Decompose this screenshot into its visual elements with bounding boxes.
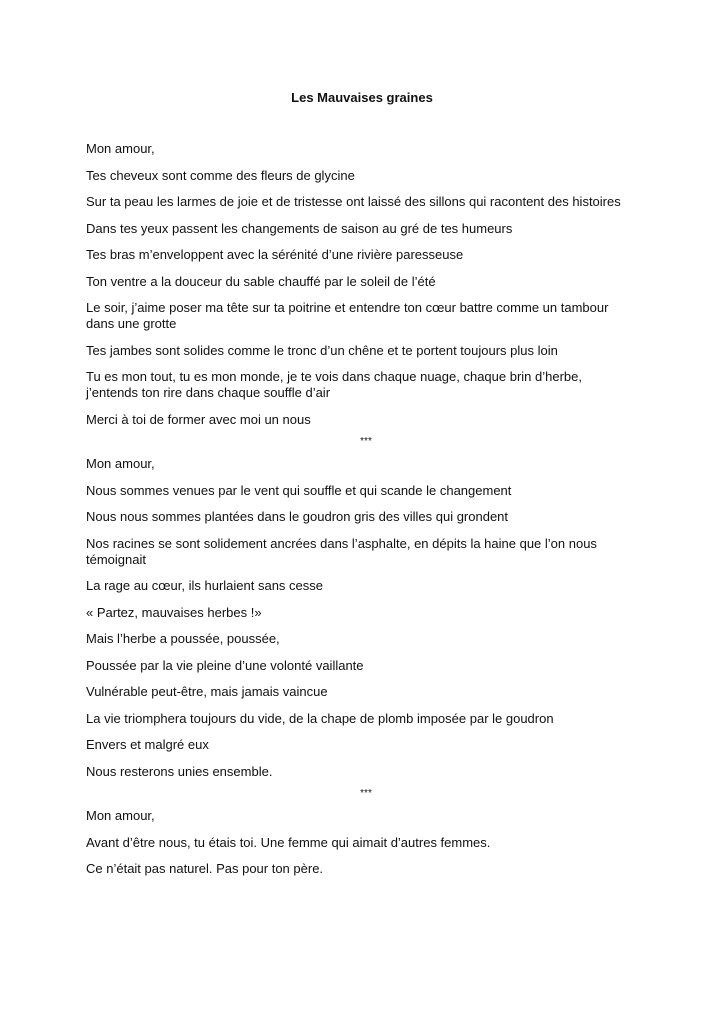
poem-line: Nous sommes venues par le vent qui souffle et qui scande le changement [86, 482, 512, 498]
poem-line: Vulnérable peut-être, mais jamais vaincue [86, 684, 328, 699]
poem-line: Nous nous sommes plantées dans le goudron gris des villes qui grondent [86, 509, 509, 524]
poem-line: Tes jambes sont solides comme le tronc d’un chêne et te portent toujours plus loin [86, 342, 558, 358]
poem-line: Envers et malgré eux [86, 737, 209, 752]
poem-body [86, 141, 646, 888]
poem-line: Tes cheveux sont comme des fleurs de glycine [86, 167, 355, 183]
poem-line: Mon amour, [86, 141, 155, 156]
poem-line: Mon amour, [86, 808, 155, 823]
poem-line: Sur ta peau les larmes de joie et de tristesse ont laissé des sillons qui racontent des histoires [86, 194, 621, 209]
poem-line: Dans tes yeux passent les changements de saison au gré de tes humeurs [86, 220, 513, 236]
section-separator: *** [360, 788, 372, 799]
poem-line: Nous resterons unies ensemble. [86, 763, 273, 779]
poem-title: Les Mauvaises graines [291, 90, 433, 105]
poem-line: Tes bras m’enveloppent avec la sérénité d’une rivière paresseuse [86, 247, 464, 262]
poem-line: Ce n’était pas naturel. Pas pour ton père. [86, 861, 324, 876]
poem-line: Mon amour, [86, 456, 155, 471]
poem-line: « Partez, mauvaises herbes !» [86, 604, 262, 620]
poem-line: Tu es mon tout, tu es mon monde, je te vois dans chaque nuage, chaque brin d’herbe, j’entends ton rire dans chaque souffle d’air [86, 369, 582, 400]
section-separator: *** [360, 436, 372, 447]
poem-line: Mais l’herbe a poussée, poussée, [86, 631, 280, 646]
poem-line: La rage au cœur, ils hurlaient sans cesse [86, 578, 324, 593]
poem-line: Ton ventre a la douceur du sable chauffé par le soleil de l’été [86, 273, 436, 289]
poem-line: Nos racines se sont solidement ancrées dans l’asphalte, en dépits la haine que l’on nous témoignait [86, 535, 597, 567]
poem-line: La vie triomphera toujours du vide, de la chape de plomb imposée par le goudron [86, 710, 554, 726]
poem-line: Avant d’être nous, tu étais toi. Une femme qui aimait d’autres femmes. [86, 834, 491, 850]
poem-line: Poussée par la vie pleine d’une volonté vaillante [86, 657, 364, 673]
poem-line: Le soir, j’aime poser ma tête sur ta poitrine et entendre ton cœur battre comme un tambour dans une grotte [86, 300, 609, 331]
poem-line: Merci à toi de former avec moi un nous [86, 411, 311, 427]
